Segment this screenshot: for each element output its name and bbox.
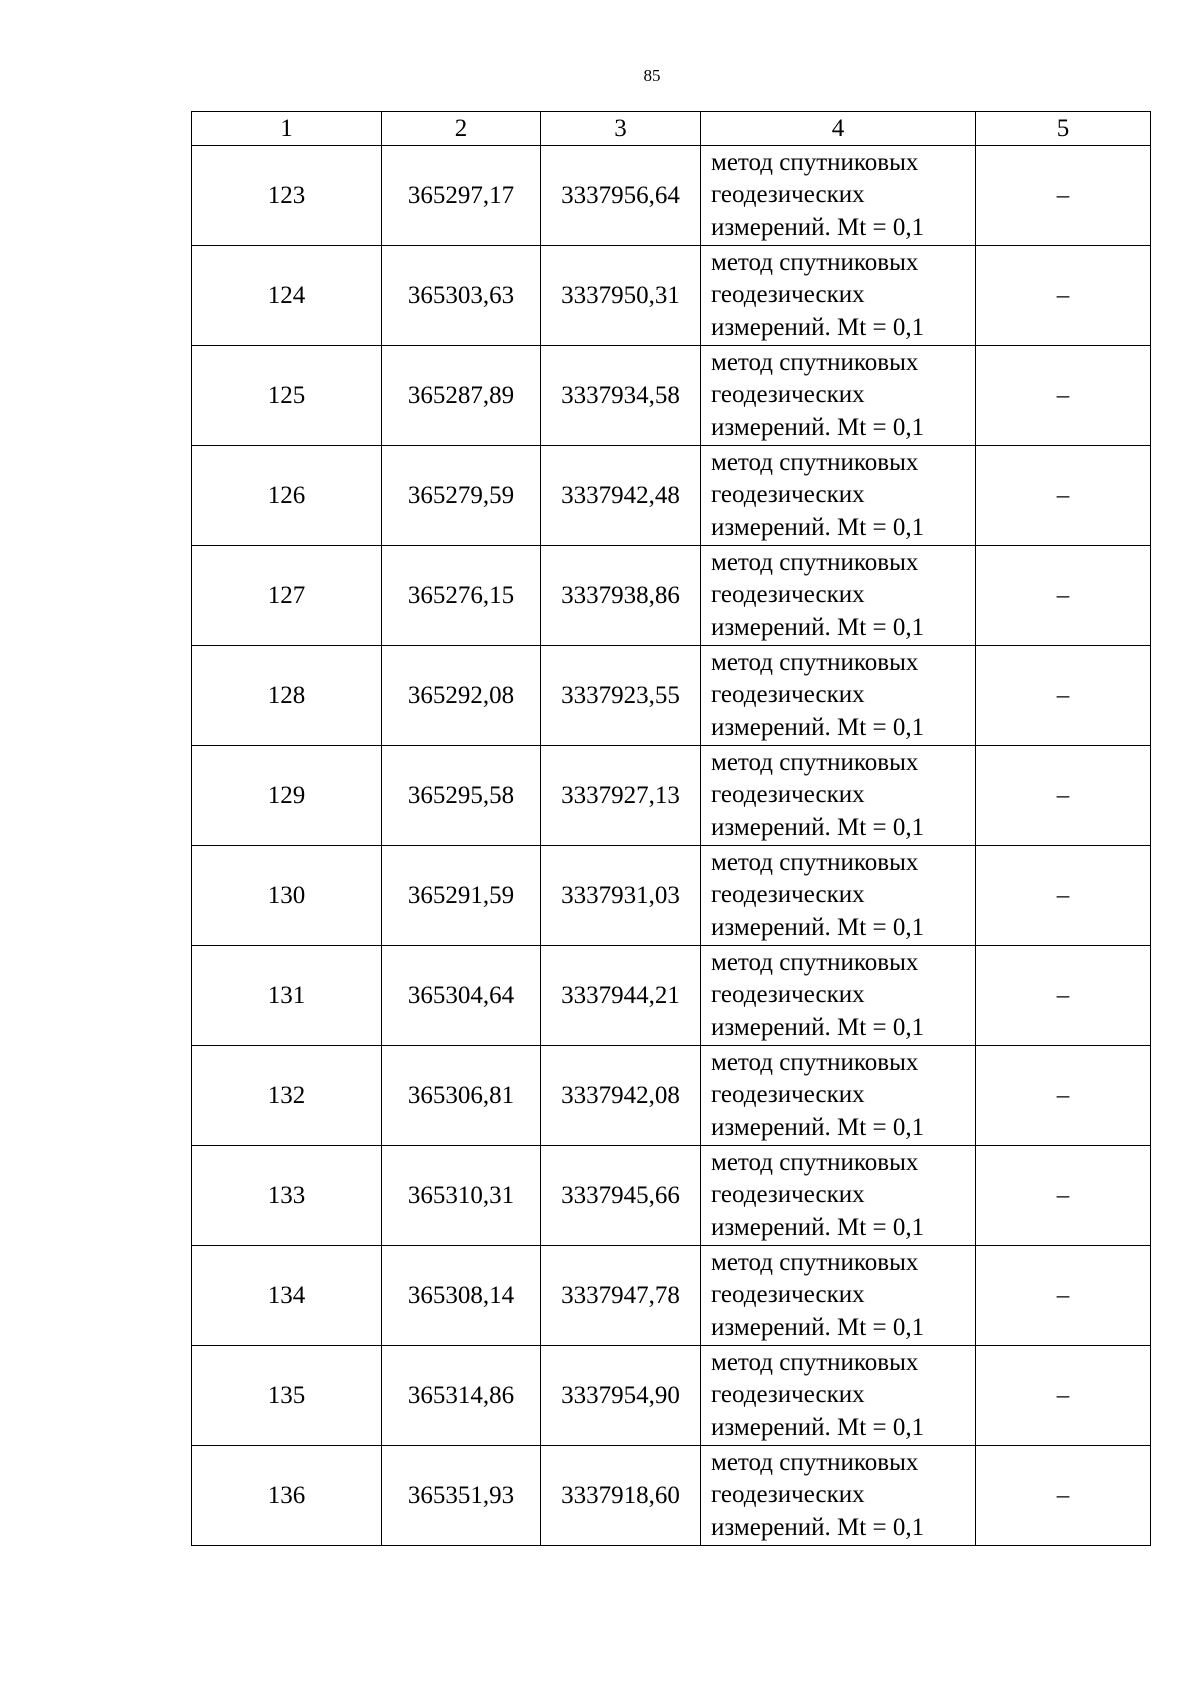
method-line: измерений. Mt = 0,1 [711, 1013, 925, 1041]
y-coordinate-cell: 3337938,86 [541, 546, 701, 646]
y-coordinate-cell: 3337945,66 [541, 1146, 701, 1246]
table-row [192, 646, 1151, 746]
y-coordinate-cell: 3337950,31 [541, 246, 701, 346]
note-cell: – [976, 446, 1151, 546]
y-coordinate-cell: 3337956,64 [541, 146, 701, 246]
note-cell: – [976, 846, 1151, 946]
note-cell: – [976, 1146, 1151, 1246]
x-coordinate-cell: 365276,15 [382, 546, 541, 646]
note-cell: – [976, 246, 1151, 346]
point-number-cell: 124 [192, 246, 382, 346]
x-coordinate-cell: 365292,08 [382, 646, 541, 746]
method-line: геодезических [711, 281, 865, 309]
method-cell [701, 746, 976, 846]
method-line: метод спутниковых [711, 148, 919, 176]
method-line: измерений. Mt = 0,1 [711, 1513, 925, 1541]
table-row [192, 1246, 1151, 1346]
method-line: метод спутниковых [711, 848, 919, 876]
point-number-cell: 129 [192, 746, 382, 846]
method-cell [701, 946, 976, 1046]
method-cell [701, 1046, 976, 1146]
method-line: измерений. Mt = 0,1 [711, 713, 925, 741]
method-line: метод спутниковых [711, 948, 919, 976]
method-line: геодезических [711, 881, 865, 909]
note-cell: – [976, 646, 1151, 746]
method-line: измерений. Mt = 0,1 [711, 1313, 925, 1341]
method-line: метод спутниковых [711, 348, 919, 376]
x-coordinate-cell: 365303,63 [382, 246, 541, 346]
table-row [192, 1346, 1151, 1446]
method-line: геодезических [711, 781, 865, 809]
table-body [192, 146, 1151, 1546]
method-cell [701, 1146, 976, 1246]
y-coordinate-cell: 3337954,90 [541, 1346, 701, 1446]
table-header [192, 112, 1151, 146]
y-coordinate-cell: 3337944,21 [541, 946, 701, 1046]
y-coordinate-cell: 3337942,08 [541, 1046, 701, 1146]
method-cell [701, 246, 976, 346]
table-row [192, 1046, 1151, 1146]
y-coordinate-cell: 3337931,03 [541, 846, 701, 946]
point-number-cell: 126 [192, 446, 382, 546]
x-coordinate-cell: 365295,58 [382, 746, 541, 846]
table-row [192, 546, 1151, 646]
method-line: геодезических [711, 681, 865, 709]
method-line: геодезических [711, 381, 865, 409]
x-coordinate-cell: 365287,89 [382, 346, 541, 446]
y-coordinate-cell: 3337923,55 [541, 646, 701, 746]
point-number-cell: 125 [192, 346, 382, 446]
y-coordinate-cell: 3337947,78 [541, 1246, 701, 1346]
method-line: геодезических [711, 1481, 865, 1509]
y-coordinate-cell: 3337942,48 [541, 446, 701, 546]
y-coordinate-cell: 3337918,60 [541, 1446, 701, 1546]
method-line: измерений. Mt = 0,1 [711, 913, 925, 941]
table-row [192, 846, 1151, 946]
method-line: метод спутниковых [711, 1248, 919, 1276]
method-cell [701, 1246, 976, 1346]
x-coordinate-cell: 365279,59 [382, 446, 541, 546]
note-cell: – [976, 946, 1151, 1046]
page-number: 85 [643, 66, 661, 85]
method-line: геодезических [711, 181, 865, 209]
x-coordinate-cell: 365351,93 [382, 1446, 541, 1546]
x-coordinate-cell: 365314,86 [382, 1346, 541, 1446]
coordinates-table [191, 111, 1151, 1546]
note-cell: – [976, 346, 1151, 446]
note-cell: – [976, 1446, 1151, 1546]
point-number-cell: 135 [192, 1346, 382, 1446]
header-col-3: 3 [541, 112, 701, 146]
header-row [192, 112, 1151, 146]
table-row [192, 1146, 1151, 1246]
method-line: метод спутниковых [711, 1448, 919, 1476]
method-line: геодезических [711, 1081, 865, 1109]
method-line: геодезических [711, 981, 865, 1009]
table-row [192, 746, 1151, 846]
note-cell: – [976, 146, 1151, 246]
method-cell [701, 346, 976, 446]
note-cell: – [976, 746, 1151, 846]
method-cell [701, 846, 976, 946]
method-cell [701, 146, 976, 246]
method-line: геодезических [711, 481, 865, 509]
method-cell [701, 446, 976, 546]
method-line: метод спутниковых [711, 748, 919, 776]
point-number-cell: 123 [192, 146, 382, 246]
table-row [192, 346, 1151, 446]
method-line: измерений. Mt = 0,1 [711, 413, 925, 441]
method-line: измерений. Mt = 0,1 [711, 813, 925, 841]
y-coordinate-cell: 3337927,13 [541, 746, 701, 846]
point-number-cell: 133 [192, 1146, 382, 1246]
point-number-cell: 130 [192, 846, 382, 946]
point-number-cell: 128 [192, 646, 382, 746]
note-cell: – [976, 546, 1151, 646]
point-number-cell: 131 [192, 946, 382, 1046]
method-cell [701, 646, 976, 746]
point-number-cell: 127 [192, 546, 382, 646]
point-number-cell: 136 [192, 1446, 382, 1546]
method-line: измерений. Mt = 0,1 [711, 213, 925, 241]
note-cell: – [976, 1246, 1151, 1346]
x-coordinate-cell: 365306,81 [382, 1046, 541, 1146]
x-coordinate-cell: 365310,31 [382, 1146, 541, 1246]
method-line: измерений. Mt = 0,1 [711, 1113, 925, 1141]
header-col-4: 4 [701, 112, 976, 146]
table-row [192, 1446, 1151, 1546]
method-cell [701, 546, 976, 646]
table-row [192, 146, 1151, 246]
method-line: геодезических [711, 1281, 865, 1309]
x-coordinate-cell: 365308,14 [382, 1246, 541, 1346]
note-cell: – [976, 1046, 1151, 1146]
table-row [192, 946, 1151, 1046]
note-cell: – [976, 1346, 1151, 1446]
method-line: метод спутниковых [711, 1048, 919, 1076]
method-line: геодезических [711, 1181, 865, 1209]
method-line: метод спутниковых [711, 648, 919, 676]
header-col-2: 2 [382, 112, 541, 146]
method-line: измерений. Mt = 0,1 [711, 513, 925, 541]
method-line: метод спутниковых [711, 1148, 919, 1176]
method-line: метод спутниковых [711, 448, 919, 476]
header-col-1: 1 [192, 112, 382, 146]
method-line: геодезических [711, 1381, 865, 1409]
method-line: измерений. Mt = 0,1 [711, 313, 925, 341]
method-line: измерений. Mt = 0,1 [711, 613, 925, 641]
x-coordinate-cell: 365304,64 [382, 946, 541, 1046]
method-line: метод спутниковых [711, 548, 919, 576]
header-col-5: 5 [976, 112, 1151, 146]
method-cell [701, 1446, 976, 1546]
x-coordinate-cell: 365291,59 [382, 846, 541, 946]
method-line: метод спутниковых [711, 1348, 919, 1376]
point-number-cell: 132 [192, 1046, 382, 1146]
method-line: метод спутниковых [711, 248, 919, 276]
y-coordinate-cell: 3337934,58 [541, 346, 701, 446]
table-row [192, 446, 1151, 546]
method-line: измерений. Mt = 0,1 [711, 1413, 925, 1441]
table-row [192, 246, 1151, 346]
point-number-cell: 134 [192, 1246, 382, 1346]
x-coordinate-cell: 365297,17 [382, 146, 541, 246]
method-cell [701, 1346, 976, 1446]
method-line: геодезических [711, 581, 865, 609]
method-line: измерений. Mt = 0,1 [711, 1213, 925, 1241]
